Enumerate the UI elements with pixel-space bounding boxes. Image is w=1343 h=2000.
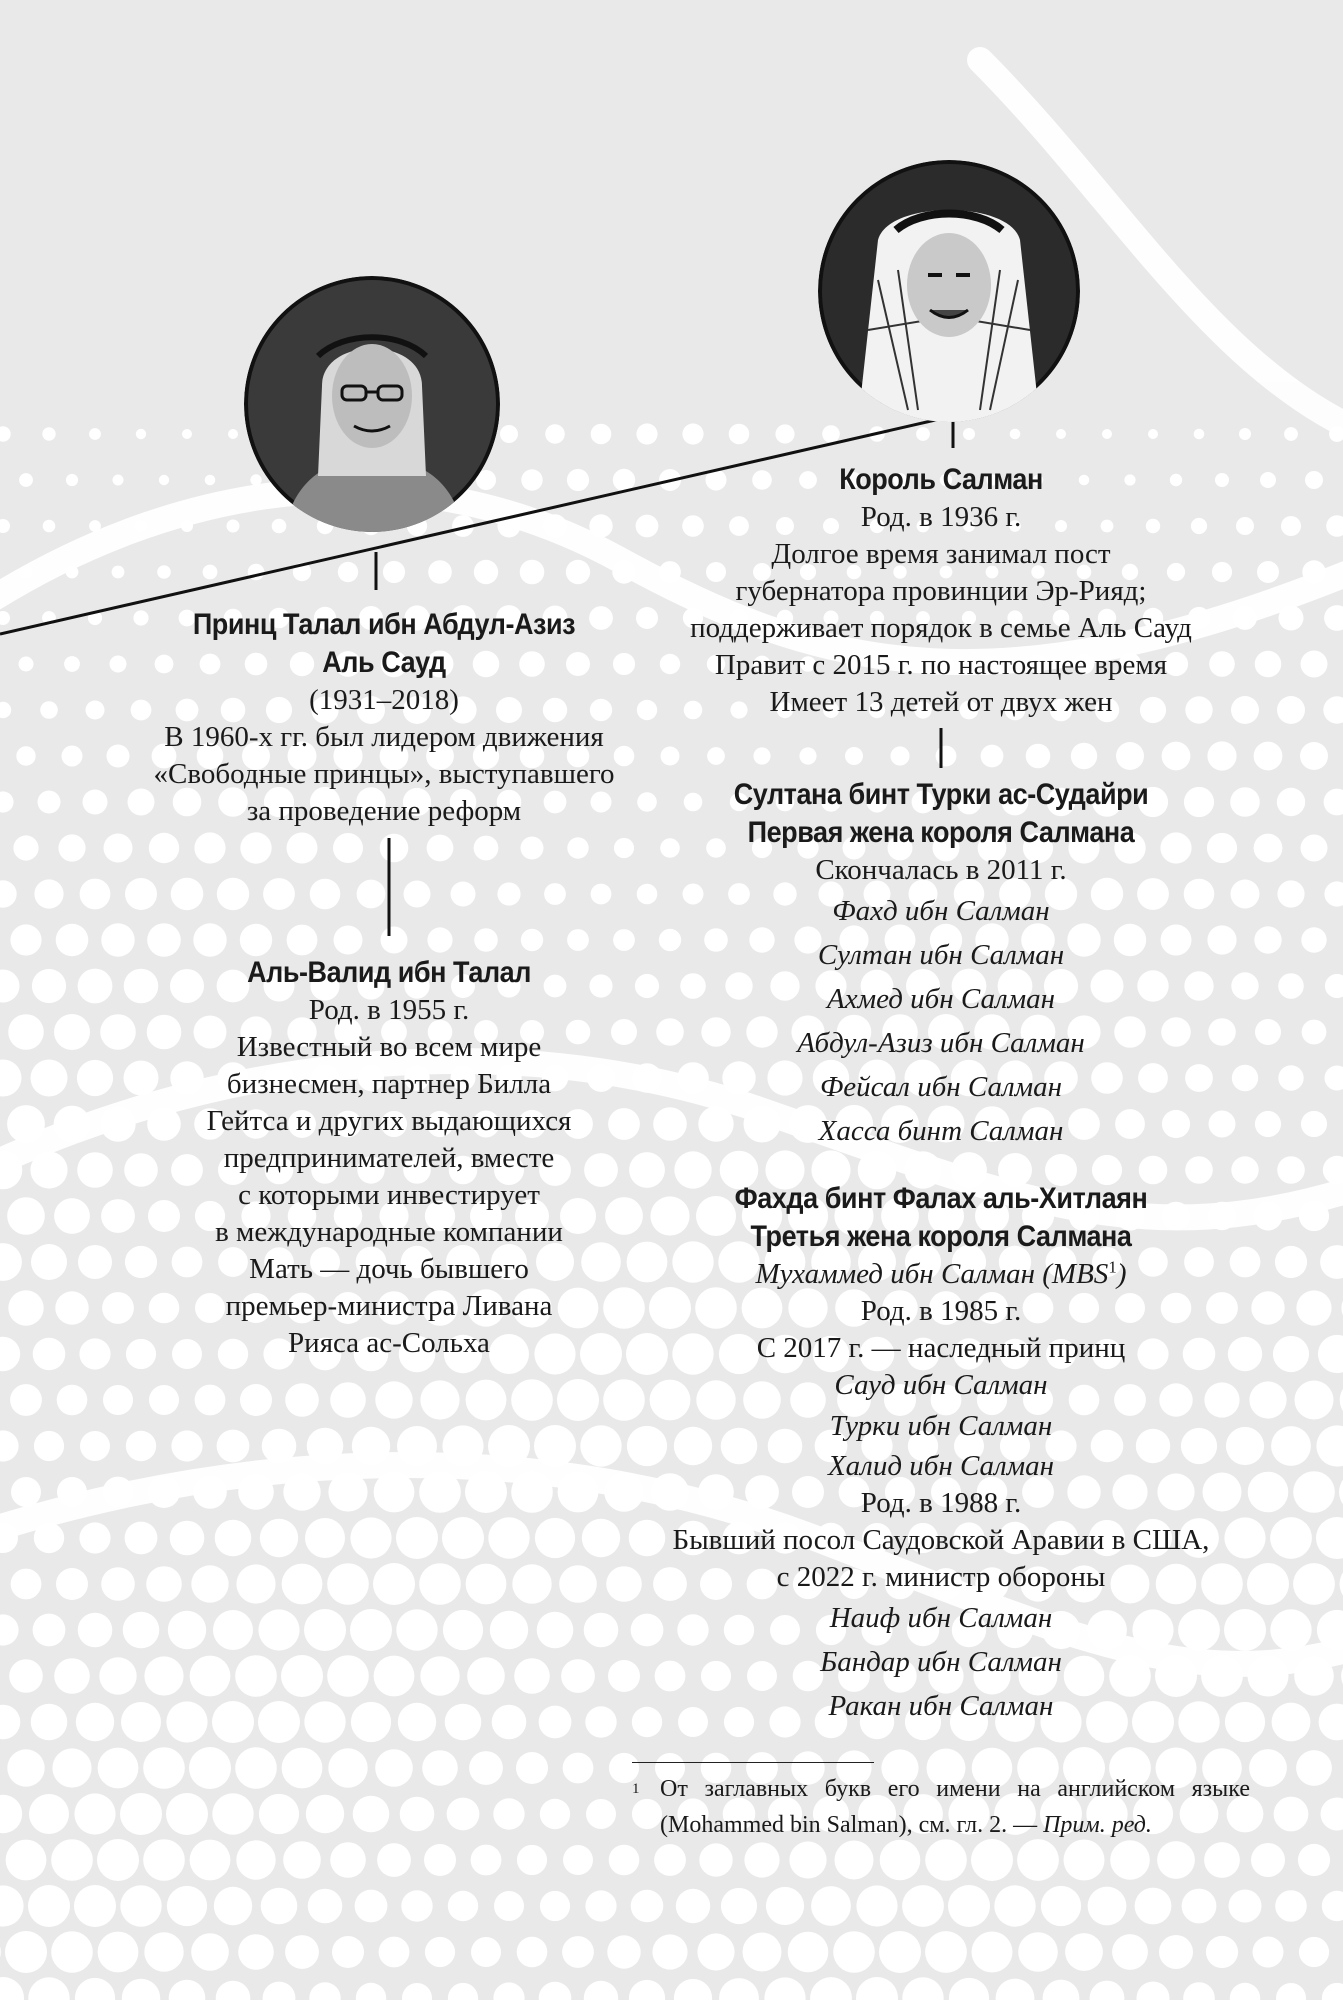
mbs-name: [621, 1256, 1261, 1293]
wife1-note: Скончалась в 2011 г.: [815, 854, 1067, 886]
talal-name-line-2: Аль Сауд: [322, 646, 446, 679]
wife3-name-line-2: Третья жена короля Салмана: [750, 1220, 1132, 1253]
khalid-desc-line: Бывший посол Саудовской Аравии в США,: [672, 1524, 1210, 1556]
salman-desc-line: поддерживает порядок в семье Аль Сауд: [690, 612, 1192, 644]
wife1-child: Фейсал ибн Салман: [819, 1071, 1062, 1103]
mbs-name-text: Мухаммед ибн Салман (MBS: [755, 1258, 1109, 1290]
portrait-prince-talal: [244, 276, 500, 532]
salman-block: [621, 461, 1261, 721]
talal-desc-line: «Свободные принцы», выступавшего: [153, 758, 615, 790]
walid-block: [89, 954, 689, 1362]
footnote-rule: [632, 1762, 874, 1763]
walid-desc-line: Известный во всем мире: [236, 1031, 542, 1063]
wife1-child: Султан ибн Салман: [817, 939, 1065, 971]
salman-desc-line: Долгое время занимал пост: [771, 538, 1111, 570]
salman-desc-line: Правит с 2015 г. по настоящее время: [714, 649, 1168, 681]
wife1-child: Абдул-Азиз ибн Салман: [797, 1027, 1085, 1059]
wife3-child: Турки ибн Салман: [829, 1410, 1053, 1442]
mbs-name-close: ): [1116, 1258, 1127, 1290]
wife3-child: Бандар ибн Салман: [820, 1646, 1062, 1678]
talal-years: (1931–2018): [309, 684, 459, 716]
walid-born: Род. в 1955 г.: [308, 994, 470, 1026]
salman-name: Король Салман: [839, 463, 1043, 496]
talal-desc-line: за проведение реформ: [246, 795, 522, 827]
footnote-editor-note: Прим. ред.: [1043, 1812, 1152, 1838]
walid-desc-line: бизнесмен, партнер Билла: [226, 1068, 552, 1100]
walid-desc-line: премьер-министра Ливана: [225, 1290, 553, 1322]
salman-born: Род. в 1936 г.: [860, 501, 1022, 533]
wife1-child: Ахмед ибн Салман: [827, 983, 1055, 1015]
talal-desc-line: В 1960-х гг. был лидером движения: [164, 721, 604, 753]
khalid-desc-line: с 2022 г. министр обороны: [776, 1561, 1106, 1593]
walid-desc-line: с которыми инвестирует: [238, 1179, 540, 1211]
wife3-block: [621, 1180, 1261, 1728]
walid-desc-line: Рияса ас-Сольха: [288, 1327, 490, 1359]
walid-name: Аль-Валид ибн Талал: [247, 956, 531, 989]
footnote-ref[interactable]: 1: [1108, 1257, 1117, 1277]
khalid-born: Род. в 1988 г.: [860, 1487, 1022, 1519]
wife3-name-line-1: Фахда бинт Фалах аль-Хитлаян: [734, 1182, 1148, 1215]
talal-block: [84, 606, 684, 830]
wife1-child: Хасса бинт Салман: [818, 1115, 1064, 1147]
walid-desc-line: Мать — дочь бывшего: [249, 1253, 529, 1285]
footnote-text: От заглавных букв его имени на английском языке (Mohammed bin Salman), см. гл. 2. —: [660, 1776, 1250, 1838]
walid-desc-line: в международные компании: [215, 1216, 563, 1248]
wife1-child: Фахд ибн Салман: [832, 895, 1050, 927]
walid-desc-line: предпринимателей, вместе: [223, 1142, 555, 1174]
footnote-text-wrap: [632, 1771, 1250, 1843]
footnote: [632, 1771, 1250, 1843]
wife1-name-line-1: Султана бинт Турки ас-Судайри: [733, 778, 1149, 811]
mbs-born: Род. в 1985 г.: [860, 1295, 1022, 1327]
walid-desc-line: Гейтса и других выдающихся: [206, 1105, 572, 1137]
wife3-child: Сауд ибн Салман: [834, 1369, 1048, 1401]
mbs-role: С 2017 г. — наследный принц: [756, 1332, 1126, 1364]
footnote-number: 1: [632, 1781, 640, 1797]
khalid-name: Халид ибн Салман: [827, 1450, 1055, 1482]
portrait-king-salman: [818, 160, 1080, 422]
salman-desc-line: Имеет 13 детей от двух жен: [769, 686, 1113, 718]
talal-name-line-1: Принц Талал ибн Абдул-Азиз: [192, 608, 576, 641]
wife3-child: Наиф ибн Салман: [829, 1602, 1053, 1634]
wife1-block: [621, 776, 1261, 1153]
wife1-name-line-2: Первая жена короля Салмана: [747, 816, 1135, 849]
salman-desc-line: губернатора провинции Эр-Рияд;: [735, 575, 1147, 607]
wife3-child: Ракан ибн Салман: [828, 1690, 1054, 1722]
